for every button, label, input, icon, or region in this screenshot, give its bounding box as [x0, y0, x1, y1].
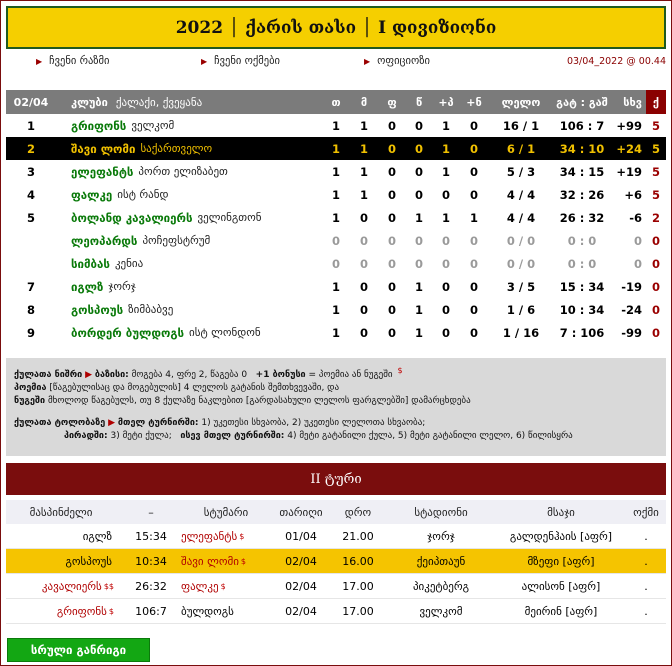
- legend-box: [6, 358, 666, 456]
- fixture-stadium: ველკომ: [419, 604, 463, 618]
- legend-line: [14, 417, 658, 430]
- legend-text: მოგება 4, ფრე 2, წაგება 0: [128, 370, 248, 380]
- standings-row[interactable]: [6, 114, 666, 137]
- position: 4: [26, 187, 35, 202]
- stat-m: 0: [359, 325, 368, 340]
- fixture-report-link[interactable]: .: [644, 529, 648, 543]
- fixture-home[interactable]: [6, 549, 114, 573]
- stat-p3: 0: [441, 256, 450, 271]
- standings-row[interactable]: [6, 321, 666, 344]
- fixtures-table: [6, 500, 666, 624]
- tries: 0 / 0: [506, 233, 536, 248]
- standings-row[interactable]: [6, 252, 666, 275]
- stat-m: 0: [359, 256, 368, 271]
- stat-p3: 1: [441, 141, 450, 156]
- tries: 0 / 0: [506, 256, 536, 271]
- points-for-against: 32 : 26: [559, 187, 605, 202]
- points-diff: 0: [633, 233, 642, 248]
- club-cell: [71, 183, 331, 206]
- club-name[interactable]: იგლზ: [71, 279, 104, 294]
- legend-label: ქულათა ნიშრი: [14, 370, 83, 380]
- bonus-marker: $: [108, 606, 114, 616]
- legend-text: = პოემია ან ნუგეში: [305, 370, 393, 380]
- legend-text: მხოლოდ წაგებულს, თუ 8 ქულაზე ნაკლებით [გარდასახული ლელოს ფარგლებში] დამარცხდება: [45, 396, 471, 406]
- club-name[interactable]: ბოლანდ კავალიერს: [71, 210, 193, 225]
- club-cell: [71, 160, 331, 183]
- stat-p5: 0: [469, 118, 478, 133]
- city-header-label: ქალაქი, ქვეყანა: [115, 95, 203, 109]
- fixture-away[interactable]: [181, 549, 271, 573]
- round-label: 02/04: [13, 95, 49, 109]
- bonus-marker: $: [240, 556, 246, 566]
- club-name[interactable]: ფალკე: [71, 187, 113, 202]
- legend-text: 1) უკეთესი სხვაობა, 2) უკეთესი ლელოთა სხვაობა;: [198, 418, 426, 428]
- bonus-marker: $: [220, 581, 226, 591]
- position: 8: [26, 302, 35, 317]
- legend-bold: პირადში:: [64, 431, 108, 441]
- round-title: II ტური: [6, 463, 666, 495]
- club-cell: [71, 137, 331, 160]
- stat-p3: 1: [441, 118, 450, 133]
- stat-p3: 0: [441, 302, 450, 317]
- nav-link-our-reports[interactable]: [201, 55, 280, 67]
- table-points: 5: [651, 164, 660, 179]
- caret-right-icon: ▶: [201, 56, 208, 66]
- fixture-date: 01/04: [285, 529, 317, 543]
- points-diff: -19: [621, 279, 642, 294]
- stat-m: 0: [359, 279, 368, 294]
- bonus-marker: $: [397, 366, 403, 375]
- fixture-row[interactable]: [6, 549, 666, 574]
- col-header-t: თ: [331, 95, 341, 109]
- fixtures-header: [6, 500, 666, 524]
- stat-f: 0: [387, 302, 396, 317]
- fixture-stadium: პიკეტბერგ: [412, 579, 470, 593]
- position: 5: [26, 210, 35, 225]
- fixture-stadium: ქეიპთაუნ: [416, 554, 466, 568]
- standings-row[interactable]: [6, 275, 666, 298]
- tries: 6 / 1: [506, 141, 536, 156]
- club-cell: [71, 275, 331, 298]
- club-city: კენია: [114, 257, 144, 270]
- table-points: 0: [651, 233, 660, 248]
- away-team: შავი ლომი: [181, 554, 239, 568]
- home-team: იგლზ: [82, 529, 112, 543]
- bonus-marker: $: [239, 531, 245, 541]
- standings-body: [6, 114, 666, 344]
- legend-text: [წაგებულისაც და მოგებულის] 4 ლელოს გატანის შემთხვევაში, და: [46, 383, 340, 393]
- top-nav: [6, 52, 666, 72]
- table-points: 5: [651, 187, 660, 202]
- legend-line: [14, 382, 658, 395]
- points-for-against: 0 : 0: [567, 256, 597, 271]
- nav-link-official[interactable]: [364, 55, 430, 67]
- legend-bold: მთელ ტურნირში:: [117, 418, 199, 428]
- legend-line: [14, 430, 658, 443]
- stat-t: 1: [331, 141, 340, 156]
- page-title: 2022 │ ქარის თასი │ I დივიზიონი: [6, 6, 666, 49]
- points-diff: -99: [621, 325, 642, 340]
- stat-t: 1: [331, 164, 340, 179]
- spacer: [14, 408, 658, 417]
- club-city: ჯორჯ: [108, 280, 136, 293]
- fixture-date: 02/04: [285, 604, 317, 618]
- position: 3: [26, 164, 35, 179]
- col-header-points: ქ: [646, 90, 666, 114]
- stat-f: 0: [387, 141, 396, 156]
- club-header-label: კლუბი: [71, 95, 108, 109]
- away-team: ელეფანტს: [181, 529, 238, 543]
- fixture-time: 17.00: [342, 604, 374, 618]
- col-header-p3: +პ: [438, 95, 454, 109]
- club-name[interactable]: ბორდერ ბულდოგს: [71, 325, 185, 340]
- standings-header: [6, 90, 666, 114]
- stat-w: 1: [414, 302, 423, 317]
- points-for-against: 34 : 10: [559, 141, 605, 156]
- points-diff: +6: [624, 187, 642, 202]
- stat-t: 1: [331, 118, 340, 133]
- position: [6, 252, 56, 275]
- stat-f: 0: [387, 279, 396, 294]
- bonus-marker: $$: [103, 581, 114, 591]
- home-team: კავალიერს: [41, 579, 102, 593]
- tries: 4 / 4: [506, 210, 536, 225]
- standings-table: [6, 90, 666, 344]
- fixture-report-link[interactable]: .: [644, 604, 648, 618]
- col-header-diff: სხვ: [623, 95, 642, 109]
- stat-w: 1: [414, 210, 423, 225]
- club-name[interactable]: გრიფონს: [71, 118, 127, 133]
- stat-f: 0: [387, 210, 396, 225]
- fx-col-stadium: სტადიონი: [414, 505, 468, 519]
- stat-f: 0: [387, 233, 396, 248]
- points-for-against: 10 : 34: [559, 302, 605, 317]
- club-city: ისტ ლონდონ: [189, 326, 261, 339]
- stat-p3: 0: [441, 279, 450, 294]
- club-city: პოჩეფსტრუმ: [142, 234, 211, 247]
- stat-t: 1: [331, 325, 340, 340]
- stat-t: 1: [331, 279, 340, 294]
- stat-m: 0: [359, 302, 368, 317]
- position: 1: [26, 118, 35, 133]
- fixture-away[interactable]: [181, 524, 271, 548]
- fixture-row[interactable]: [6, 574, 666, 599]
- nav-link-label: ოფიციოზი: [377, 55, 430, 67]
- standings-row[interactable]: [6, 229, 666, 252]
- legend-line: [14, 395, 658, 408]
- fixture-home[interactable]: [6, 574, 114, 598]
- fixture-score: 15:34: [135, 529, 167, 543]
- legend-text: 4) მეტი გატანილი ქულა, 5) მეტი გატანილი ლელო, 6) წილისყრა: [284, 431, 573, 441]
- fixture-score: 106:7: [135, 604, 167, 618]
- stat-f: 0: [387, 187, 396, 202]
- club-cell: [71, 114, 331, 137]
- nav-link-our-squad[interactable]: [36, 55, 109, 67]
- points-for-against: 7 : 106: [559, 325, 605, 340]
- position: [6, 229, 56, 252]
- fixture-referee: მზეფი [აფრ]: [527, 554, 595, 568]
- tries: 1 / 6: [506, 302, 536, 317]
- caret-right-icon: ▶: [108, 418, 116, 428]
- standings-row[interactable]: [6, 137, 666, 160]
- stat-p5: 0: [469, 187, 478, 202]
- stat-w: 0: [414, 164, 423, 179]
- table-points: 0: [651, 325, 660, 340]
- away-team: ფალკე: [181, 579, 219, 593]
- club-column-header: [71, 90, 331, 114]
- fx-col-report: ოქმი: [633, 505, 659, 519]
- stat-p5: 0: [469, 233, 478, 248]
- table-points: 0: [651, 279, 660, 294]
- points-for-against: 0 : 0: [567, 233, 597, 248]
- stat-m: 1: [359, 141, 368, 156]
- table-points: 5: [651, 141, 660, 156]
- table-points: 0: [651, 256, 660, 271]
- caret-right-icon: ▶: [85, 370, 93, 380]
- home-team: გრიფონს: [56, 604, 107, 618]
- fx-col-time: დრო: [344, 505, 372, 519]
- stat-p3: 0: [441, 187, 450, 202]
- stat-w: 0: [414, 141, 423, 156]
- stat-w: 0: [414, 256, 423, 271]
- stat-p5: 0: [469, 302, 478, 317]
- stat-t: 1: [331, 302, 340, 317]
- caret-right-icon: ▶: [364, 56, 371, 66]
- fixtures-body: [6, 524, 666, 624]
- col-header-f: ფ: [387, 95, 397, 109]
- fixture-report-link[interactable]: .: [644, 554, 648, 568]
- points-diff: -24: [621, 302, 642, 317]
- points-diff: +19: [616, 164, 642, 179]
- fixture-time: 21.00: [342, 529, 374, 543]
- stat-w: 0: [414, 118, 423, 133]
- stat-w: 0: [414, 233, 423, 248]
- legend-label: ქულათა ტოლობაზე: [14, 418, 106, 428]
- club-name[interactable]: ლეოპარდს: [71, 233, 138, 248]
- fx-col-score: –: [148, 505, 154, 519]
- col-header-m: მ: [360, 95, 368, 109]
- fixture-home[interactable]: [6, 599, 114, 623]
- legend-text: 3) მეტი ქულა;: [107, 431, 172, 441]
- club-name[interactable]: ელეფანტს: [71, 164, 134, 179]
- stat-t: 1: [331, 210, 340, 225]
- stat-m: 1: [359, 118, 368, 133]
- tries: 16 / 1: [502, 118, 540, 133]
- fixture-date: 02/04: [285, 579, 317, 593]
- stat-p5: 0: [469, 141, 478, 156]
- club-cell: [71, 206, 331, 229]
- stat-p5: 0: [469, 279, 478, 294]
- legend-bold: ბაზისი:: [94, 370, 129, 380]
- fixture-away[interactable]: [181, 574, 271, 598]
- club-name[interactable]: გოსპოუს: [71, 302, 124, 317]
- club-city: ველინგთონ: [197, 211, 262, 224]
- points-for-against: 34 : 15: [559, 164, 605, 179]
- stat-m: 0: [359, 210, 368, 225]
- table-points: 5: [651, 118, 660, 133]
- points-diff: 0: [633, 256, 642, 271]
- timestamp: 03/04_2022 @ 00.44: [566, 56, 666, 67]
- stat-p3: 0: [441, 325, 450, 340]
- standings-row[interactable]: [6, 183, 666, 206]
- standings-row[interactable]: [6, 160, 666, 183]
- points-for-against: 26 : 32: [559, 210, 605, 225]
- standings-row[interactable]: [6, 298, 666, 321]
- position: 9: [26, 325, 35, 340]
- fixture-referee: მეირინ [აფრ]: [524, 604, 598, 618]
- table-points: 2: [651, 210, 660, 225]
- stat-p3: 1: [441, 210, 450, 225]
- stat-m: 0: [359, 233, 368, 248]
- stat-f: 0: [387, 325, 396, 340]
- stat-f: 0: [387, 164, 396, 179]
- club-city: ისტ რანდ: [117, 188, 169, 201]
- table-points: 0: [651, 302, 660, 317]
- club-city: ველკომ: [131, 119, 175, 132]
- fixture-home[interactable]: [6, 524, 114, 548]
- club-name[interactable]: შავი ლომი: [71, 141, 136, 156]
- caret-right-icon: ▶: [36, 56, 43, 66]
- fixture-stadium: ჯორჯ: [427, 529, 455, 543]
- stat-f: 0: [387, 256, 396, 271]
- stat-p3: 0: [441, 233, 450, 248]
- home-team: გოსპოუს: [65, 554, 112, 568]
- tries: 3 / 5: [506, 279, 536, 294]
- fixture-row[interactable]: [6, 524, 666, 549]
- club-city: პორთ ელიზაბეთ: [138, 165, 228, 178]
- stat-w: 1: [414, 279, 423, 294]
- fixture-time: 17.00: [342, 579, 374, 593]
- legend-bold: ისევ მთელ ტურნირში:: [180, 431, 285, 441]
- col-header-p5: +ნ: [466, 95, 482, 109]
- stat-t: 0: [331, 256, 340, 271]
- fixture-report-link[interactable]: .: [644, 579, 648, 593]
- stat-p5: 1: [469, 210, 478, 225]
- club-name[interactable]: სიმბას: [71, 256, 110, 271]
- fixture-referee: გალდენჰაის [აფრ]: [509, 529, 613, 543]
- stat-t: 1: [331, 187, 340, 202]
- club-cell: [71, 321, 331, 344]
- away-team: ბულდოგს: [181, 604, 234, 618]
- nav-link-label: ჩვენი ოქმები: [214, 55, 280, 67]
- points-for-against: 106 : 7: [559, 118, 605, 133]
- points-diff: +24: [616, 141, 642, 156]
- points-diff: -6: [629, 210, 642, 225]
- legend-line: [14, 364, 658, 382]
- fixture-away[interactable]: [181, 599, 271, 623]
- tries: 4 / 4: [506, 187, 536, 202]
- stat-f: 0: [387, 118, 396, 133]
- fixture-date: 02/04: [285, 554, 317, 568]
- stat-w: 0: [414, 187, 423, 202]
- tries: 1 / 16: [502, 325, 540, 340]
- position: 7: [26, 279, 35, 294]
- club-cell: [71, 298, 331, 321]
- standings-row[interactable]: [6, 206, 666, 229]
- stat-p5: 0: [469, 325, 478, 340]
- points-for-against: 15 : 34: [559, 279, 605, 294]
- fixture-time: 16.00: [342, 554, 374, 568]
- stat-p5: 0: [469, 164, 478, 179]
- fixture-score: 26:32: [135, 579, 167, 593]
- legend-bold: +1 ბონუსი: [255, 370, 306, 380]
- legend-bold: პოემია: [14, 383, 47, 393]
- fx-col-referee: მსაჯი: [547, 505, 575, 519]
- stat-m: 1: [359, 164, 368, 179]
- position: 2: [26, 141, 35, 156]
- stat-w: 1: [414, 325, 423, 340]
- stat-p3: 1: [441, 164, 450, 179]
- nav-link-label: ჩვენი რაზმი: [49, 55, 110, 67]
- col-header-goals: ლელო: [501, 95, 541, 109]
- fixture-score: 10:34: [135, 554, 167, 568]
- fx-col-date: თარიღი: [279, 505, 323, 519]
- fixture-referee: ალისონ [აფრ]: [521, 579, 601, 593]
- stat-m: 1: [359, 187, 368, 202]
- points-diff: +99: [616, 118, 642, 133]
- club-city: ზიმბაბვე: [128, 303, 174, 316]
- fixture-row[interactable]: [6, 599, 666, 624]
- stat-t: 0: [331, 233, 340, 248]
- club-city: საქართველო: [140, 142, 213, 155]
- tries: 5 / 3: [506, 164, 536, 179]
- club-cell: [71, 229, 331, 252]
- legend-bold: ნუგეში: [14, 396, 46, 406]
- col-header-points-for-against: გატ : გაშ: [556, 95, 608, 109]
- stat-p5: 0: [469, 256, 478, 271]
- col-header-w: წ: [415, 95, 423, 109]
- fx-col-home: მასპინძელი: [29, 505, 93, 519]
- full-schedule-button[interactable]: სრული განრიგი: [7, 638, 150, 662]
- club-cell: [71, 252, 331, 275]
- fx-col-away: სტუმარი: [203, 505, 249, 519]
